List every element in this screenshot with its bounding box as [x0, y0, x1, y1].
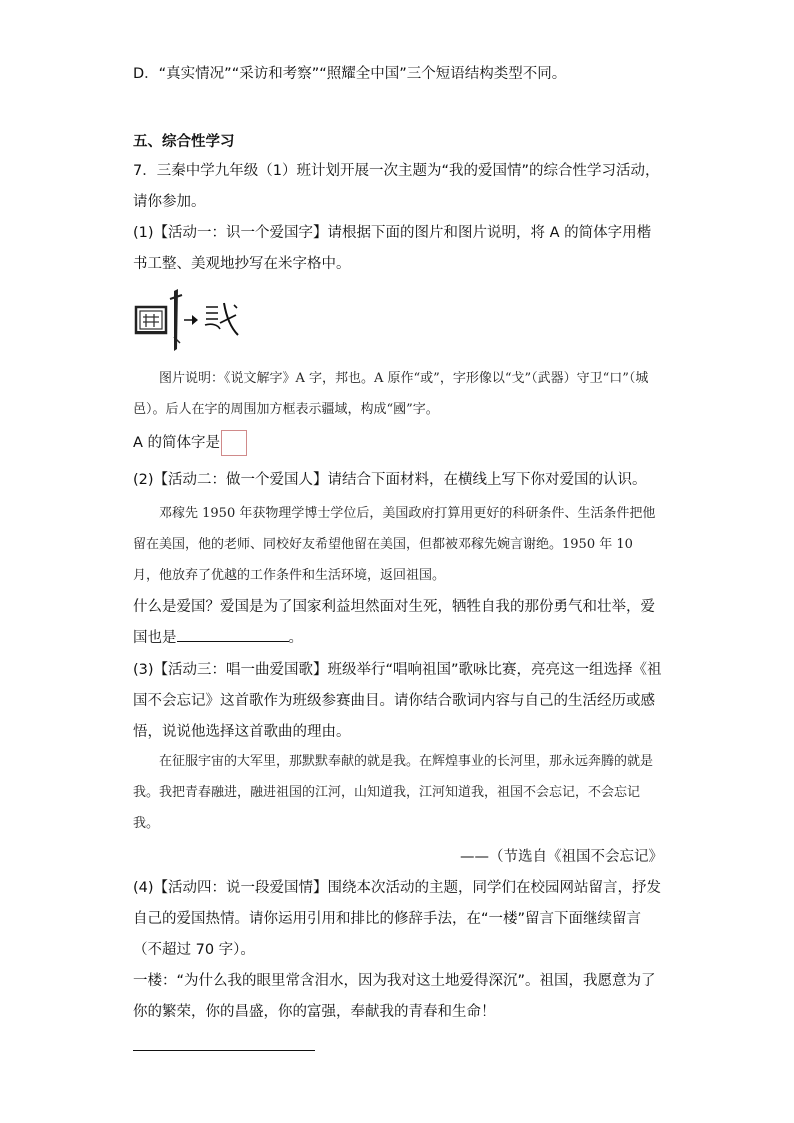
activity-1-prompt: (1)【活动一：识一个爱国字】请根据下面的图片和图片说明，将 A 的简体字用楷书工整、美观地抄写在米字格中。 — [133, 225, 652, 272]
activity-3-prompt: (3)【活动三：唱一曲爱国歌】班级举行“唱响祖国”歌咏比赛，亮亮这一组选择《祖国不会忘记》这首歌作为班级参赛曲目。请你结合歌词内容与自己的生活经历或感悟，说说他选择这首歌曲的理由。 — [133, 662, 662, 740]
activity-2-question-text: 什么是爱国？爱国是为了国家利益坦然面对生死，牺牲自我的那份勇气和壮举，爱国也是 — [133, 599, 655, 646]
glyph-image — [134, 287, 254, 353]
activity-2-question — [133, 592, 663, 654]
activity-2-prompt: (2)【活动二：做一个爱国人】请结合下面材料，在横线上写下你对爱国的认识。 — [133, 472, 647, 488]
activity-2-material: 邓稼先 1950 年获物理学博士学位后，美国政府打算用更好的科研条件、生活条件把他留在美国，他的老师、同校好友希望他留在美国，但都被邓稼先婉言谢绝。1950 年 10 月，他放弃了优越的工作条件和生活环境，返回祖国。 — [133, 506, 656, 583]
song-source: ——（节选自《祖国不会忘记》 — [460, 849, 663, 865]
guo-character-evolution-icon — [134, 287, 254, 353]
question-7: 7．三秦中学九年级（1）班计划开展一次主题为“我的爱国情”的综合性学习活动，请你参加。 — [133, 163, 660, 210]
answer-blank[interactable] — [177, 625, 289, 642]
floor-1-message: 一楼：“为什么我的眼里常含泪水，因为我对这土地爱得深沉”。祖国，我愿意为了你的繁荣，你的昌盛，你的富强，奉献我的青春和生命！ — [133, 973, 656, 1020]
activity-1-answer — [133, 428, 663, 459]
answer-label: A 的简体字是 — [133, 435, 221, 451]
activity-2-question-end: 。 — [288, 630, 303, 646]
mizi-answer-box[interactable] — [221, 430, 247, 456]
answer-line[interactable] — [133, 1050, 315, 1051]
option-d: D．“真实情况”“采访和考察”“照耀全中国”三个短语结构类型不同。 — [133, 66, 567, 82]
glyph-caption: 图片说明：《说文解字》A 字，邦也。A 原作“或”，字形像以“戈”（武器）守卫“口”（城邑）。后人在字的周围加方框表示疆域，构成“國”字。 — [133, 371, 649, 417]
activity-4-prompt: (4)【活动四：说一段爱国情】围绕本次活动的主题，同学们在校园网站留言，抒发自己的爱国热情。请你运用引用和排比的修辞手法，在“一楼”留言下面继续留言（不超过 70 字）。 — [133, 880, 662, 958]
song-lyrics: 在征服宇宙的大军里，那默默奉献的就是我。在辉煌事业的长河里，那永远奔腾的就是我。我把青春融进，融进祖国的江河，山知道我，江河知道我，祖国不会忘记，不会忘记我。 — [133, 754, 654, 831]
section-title: 五、综合性学习 — [133, 134, 235, 150]
